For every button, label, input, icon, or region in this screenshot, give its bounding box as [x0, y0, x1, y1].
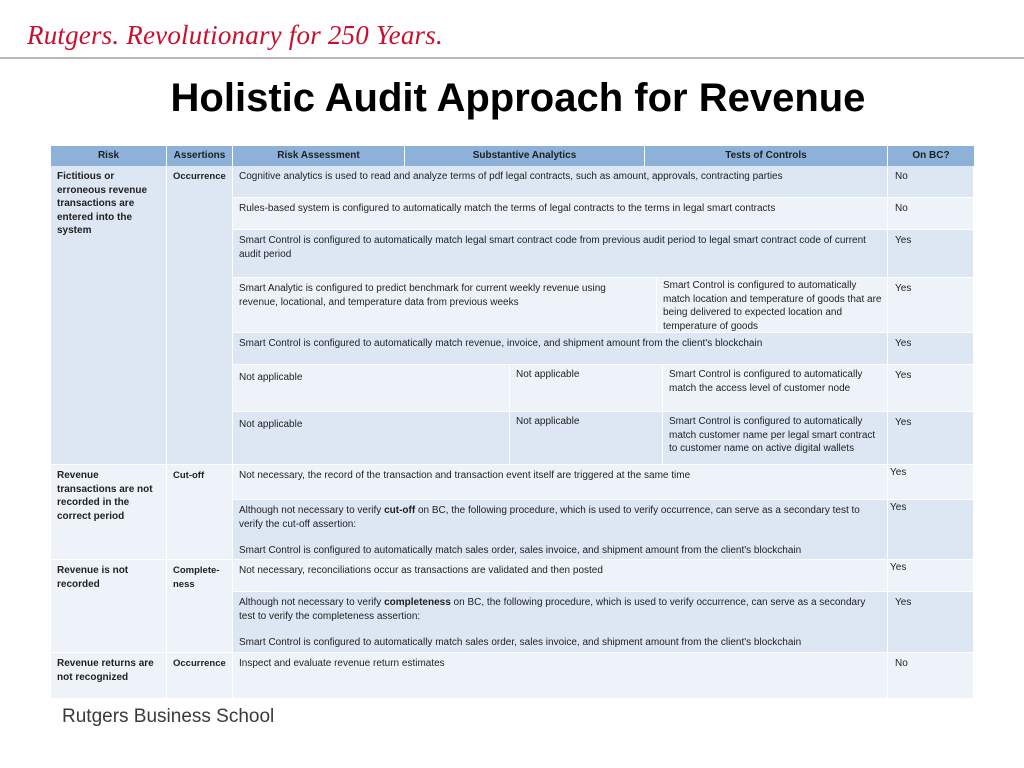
procedure-intro-text: on BC, the following procedure, which is used to verify occurrence, can serve as a secondary test to verify the completeness assertion: [239, 597, 866, 622]
procedure-intro-text: Although not necessary to verify [239, 505, 385, 516]
substantive-analytics-cell: Not applicable [510, 365, 663, 412]
header-assertions: Assertions [167, 146, 233, 166]
procedure-cell: Cognitive analytics is used to read and analyze terms of pdf legal contracts, such as amount, approvals, contracting parties [233, 166, 888, 198]
page-title: Holistic Audit Approach for Revenue [170, 76, 866, 120]
procedure-cell: Not necessary, reconciliations occur as transactions are validated and then posted [233, 560, 888, 592]
on-bc-cell: Yes [888, 365, 974, 412]
on-bc-cell: No [888, 198, 974, 230]
on-bc-cell: Yes [888, 560, 974, 592]
on-bc-cell: Yes [888, 465, 974, 500]
risk-cell: Revenue transactions are not recorded in the correct period [51, 465, 167, 560]
risk-cell: Revenue returns are not recognized [51, 653, 167, 699]
procedure-cell [233, 592, 888, 653]
procedure-smart-control-text: Smart Control is configured to automatically match sales order, sales invoice, and shipment amount from the client's blockchain [239, 545, 802, 556]
substantive-analytics-cell: Smart Analytic is configured to predict benchmark for current weekly revenue using revenue, locational, and temperature data from previous weeks [233, 278, 657, 333]
on-bc-cell: Yes [888, 333, 974, 365]
risk-cell: Fictitious or erroneous revenue transactions are entered into the system [51, 166, 167, 465]
risk-assessment-cell: Not applicable [233, 365, 510, 412]
header-risk: Risk [51, 146, 167, 166]
header-on-bc: On BC? [888, 146, 974, 166]
procedure-emphasis-text: cut-off [384, 505, 416, 516]
procedure-cell: Smart Control is configured to automatically match revenue, invoice, and shipment amount from the client's blockchain [233, 333, 888, 365]
tests-of-controls-cell: Smart Control is configured to automatically match location and temperature of goods that are being delivered to expected location and temperature of goods [657, 278, 888, 333]
risk-assessment-cell: Not applicable [233, 412, 510, 465]
risk-cell: Revenue is not recorded [51, 560, 167, 653]
procedure-intro-text: Although not necessary to verify [239, 597, 385, 608]
on-bc-cell: Yes [888, 230, 974, 278]
audit-approach-table [51, 146, 974, 699]
on-bc-cell: No [888, 653, 974, 699]
banner-divider [0, 57, 1024, 59]
procedure-cell: Smart Control is configured to automatically match legal smart contract code from previous audit period to legal smart contract code of current audit period [233, 230, 888, 278]
on-bc-cell: Yes [888, 412, 974, 465]
procedure-cell: Inspect and evaluate revenue return estimates [233, 653, 888, 699]
assertion-cell: Occurrence [167, 166, 233, 465]
tests-of-controls-cell: Smart Control is configured to automatically match customer name per legal smart contract to customer name on active digital wallets [663, 412, 888, 465]
assertion-cell: Occurrence [167, 653, 233, 699]
header-tests-of-controls: Tests of Controls [645, 146, 888, 166]
on-bc-cell: Yes [888, 278, 974, 333]
substantive-analytics-cell: Not applicable [510, 412, 663, 465]
on-bc-cell: Yes [888, 500, 974, 560]
assertion-cell: Cut-off [167, 465, 233, 560]
procedure-cell [233, 500, 888, 560]
on-bc-cell: Yes [888, 592, 974, 653]
header-risk-assessment: Risk Assessment [233, 146, 405, 166]
procedure-intro-text: on BC, the following procedure, which is used to verify occurrence, can serve as a secondary test to verify the cut-off assertion: [239, 505, 860, 530]
procedure-smart-control-text: Smart Control is configured to automatically match sales order, sales invoice, and shipment amount from the client's blockchain [239, 637, 802, 648]
procedure-cell: Not necessary, the record of the transaction and transaction event itself are triggered at the same time [233, 465, 888, 500]
tests-of-controls-cell: Smart Control is configured to automatically match the access level of customer node [663, 365, 888, 412]
procedure-cell: Rules-based system is configured to automatically match the terms of legal contracts to the terms in legal smart contracts [233, 198, 888, 230]
assertion-cell: Complete-ness [167, 560, 233, 653]
procedure-emphasis-text: completeness [384, 597, 451, 608]
footer-school-name: Rutgers Business School [62, 706, 275, 727]
header-substantive-analytics: Substantive Analytics [405, 146, 645, 166]
rutgers-banner: Rutgers. Revolutionary for 250 Years. [27, 20, 443, 50]
on-bc-cell: No [888, 166, 974, 198]
